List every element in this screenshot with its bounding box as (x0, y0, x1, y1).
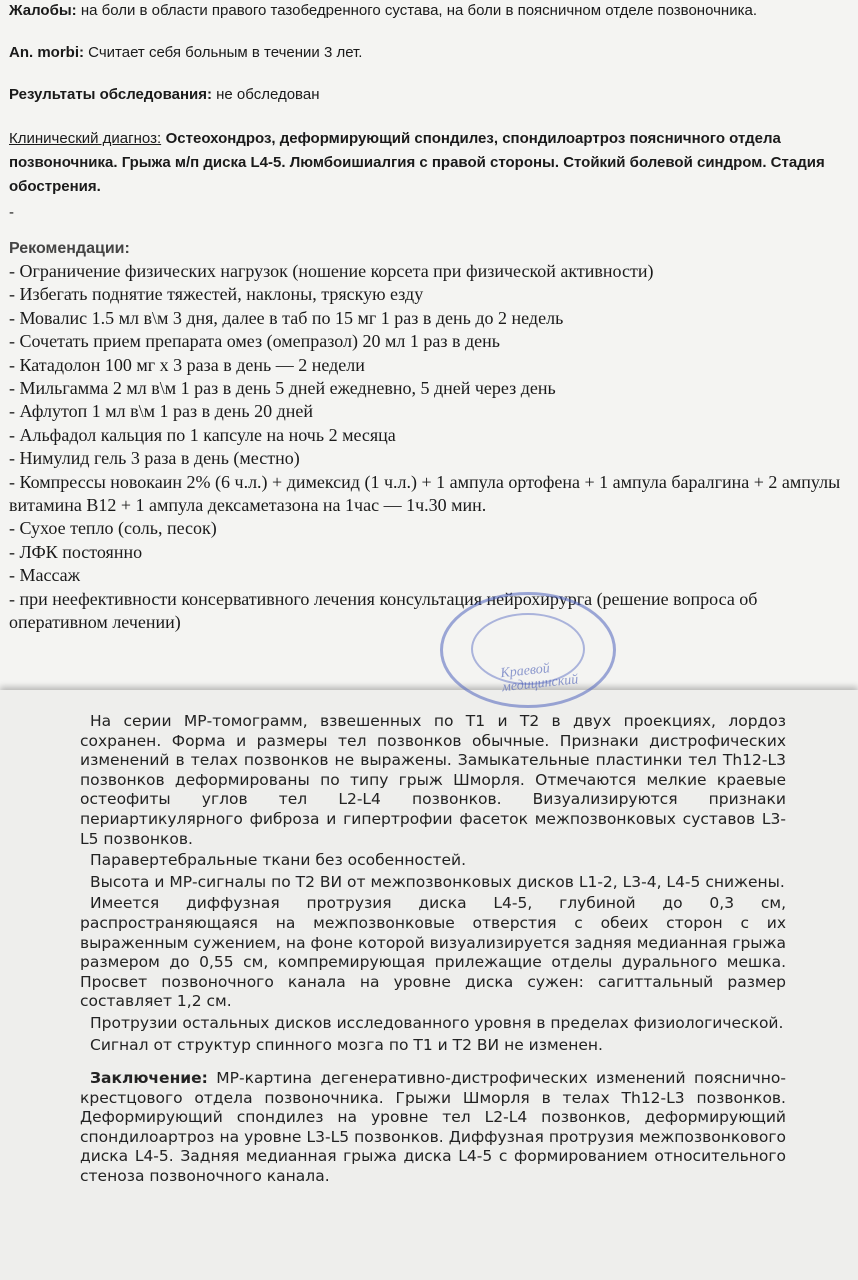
recommendations-title: Рекомендации: (9, 240, 130, 257)
list-item: - ЛФК постоянно (9, 541, 143, 562)
mri-paragraph-1: На серии МР-томограмм, взвешенных по Т1 и Т2 в двух проекциях, лордоз сохранен. Форма и размеры тел позвонков обычные. Признаки дистрофических изменений в телах позвонков не выражены. Замыкательные пластинки тел Th12-L3 позвонков деформированы по типу грыж Шморля. Отмечаются мелкие краевые остеофиты углов тел L2-L4 позвонков. Визуализируются признаки периартикулярного фиброза и гипертрофии фасеток межпозвонковых суставов L3-L5 позвонков. (80, 712, 786, 848)
list-item: - Альфадол кальция по 1 капсуле на ночь 2 месяца (9, 424, 396, 445)
results-label: Результаты обследования: (9, 86, 212, 103)
list-item: - Компрессы новокаин 2% (6 ч.л.) + димексид (1 ч.л.) + 1 ампула ортофена + 1 ампула баралгина + 2 ампулы витамина В12 + 1 ампула дексаметазона на 1час — 1ч.30 мин. (9, 471, 841, 516)
list-item: - Сочетать прием препарата омез (омепразол) 20 мл 1 раз в день (9, 331, 500, 352)
list-item: - Мовалис 1.5 мл в\м 3 дня, далее в таб по 15 мг 1 раз в день до 2 недель (9, 307, 564, 328)
results-text: не обследован (216, 86, 320, 103)
list-item: - Нимулид гель 3 раза в день (местно) (9, 448, 300, 469)
list-item: - Ограничение физических нагрузок (ношение корсета при физической активности) (9, 261, 654, 281)
medical-report-top (9, 0, 849, 635)
mri-paragraph-6: Сигнал от структур спинного мозга по Т1 и Т2 ВИ не изменен. (90, 1035, 603, 1054)
mri-paragraph-5: Протрузии остальных дисков исследованного уровня в пределах физиологической. (90, 1013, 784, 1032)
mri-conclusion (80, 1069, 786, 1187)
mri-paragraph-4: Имеется диффузная протрузия диска L4-5, глубиной до 0,3 см, распространяющаяся на межпозвонковые отверстия с обеих сторон с их выраженным сужением, на фоне которой визуализируется задняя медианная грыжа размером до 0,55 см, компремирующая прилежащие отделы дурального мешка. Просвет позвоночного канала на уровне диска сужен: сагиттальный размер составляет 1,2 см. (80, 894, 786, 1011)
mri-paragraph-2: Паравертебральные ткани без особенностей. (90, 851, 467, 870)
mri-report (80, 712, 786, 1189)
anamnesis-text: Считает себя больным в течении 3 лет. (88, 44, 363, 61)
anamnesis-label: An. morbi: (9, 44, 84, 61)
list-item: - Афлутоп 1 мл в\м 1 раз в день 20 дней (9, 401, 314, 422)
complaints-line (9, 0, 849, 22)
recommendations-list (9, 260, 849, 635)
conclusion-label: Заключение: (90, 1069, 208, 1088)
results-line (9, 84, 849, 106)
list-item: - Мильгамма 2 мл в\м 1 раз в день 5 дней ежедневно, 5 дней через день (9, 378, 556, 399)
complaints-label: Жалобы: (9, 2, 77, 19)
list-item: - при неефективности консервативного лечения консультация нейрохирурга (решение вопроса об оперативном лечении) (9, 588, 758, 633)
list-item: - Избегать поднятие тяжестей, наклоны, тряскую езду (9, 284, 424, 305)
mri-paragraph-3: Высота и МР-сигналы по Т2 ВИ от межпозвонковых дисков L1-2, L3-4, L4-5 снижены. (90, 872, 785, 891)
diagnosis-block (9, 126, 849, 198)
complaints-text: на боли в области правого тазобедренного сустава, на боли в поясничном отделе позвоночника. (80, 2, 757, 19)
conclusion-text: МР-картина дегенеративно-дистрофических изменений пояснично-крестцового отдела позвоночника. Грыжи Шморля в телах Th12-L3 позвонков. Деформирующий спондилез на уровне тел L2-L4 позвонков, деформирующий спондилоартроз на уровне L3-L5 позвонков. Диффузная протрузия межпозвонкового диска L4-5. Задняя медианная грыжа диска L4-5 с формированием относительного стеноза позвоночного канала. (80, 1069, 786, 1186)
anamnesis-line (9, 42, 849, 64)
stamp-text: Краевой медицинский (499, 661, 579, 696)
diagnosis-text: Остеохондроз, деформирующий спондилез, спондилоартроз поясничного отдела позвоночника. Грыжа м/п диска L4-5. Люмбоишиалгия с правой стороны. Стойкий болевой синдром. Стадия обострения. (9, 130, 825, 195)
list-item: - Сухое тепло (соль, песок) (9, 518, 217, 539)
diagnosis-label: Клинический диагноз: (9, 130, 162, 147)
stamp-seal (440, 592, 616, 708)
list-item: - Массаж (9, 565, 81, 586)
dash-line: - (9, 204, 14, 221)
list-item: - Катадолон 100 мг х 3 раза в день — 2 недели (9, 354, 365, 375)
